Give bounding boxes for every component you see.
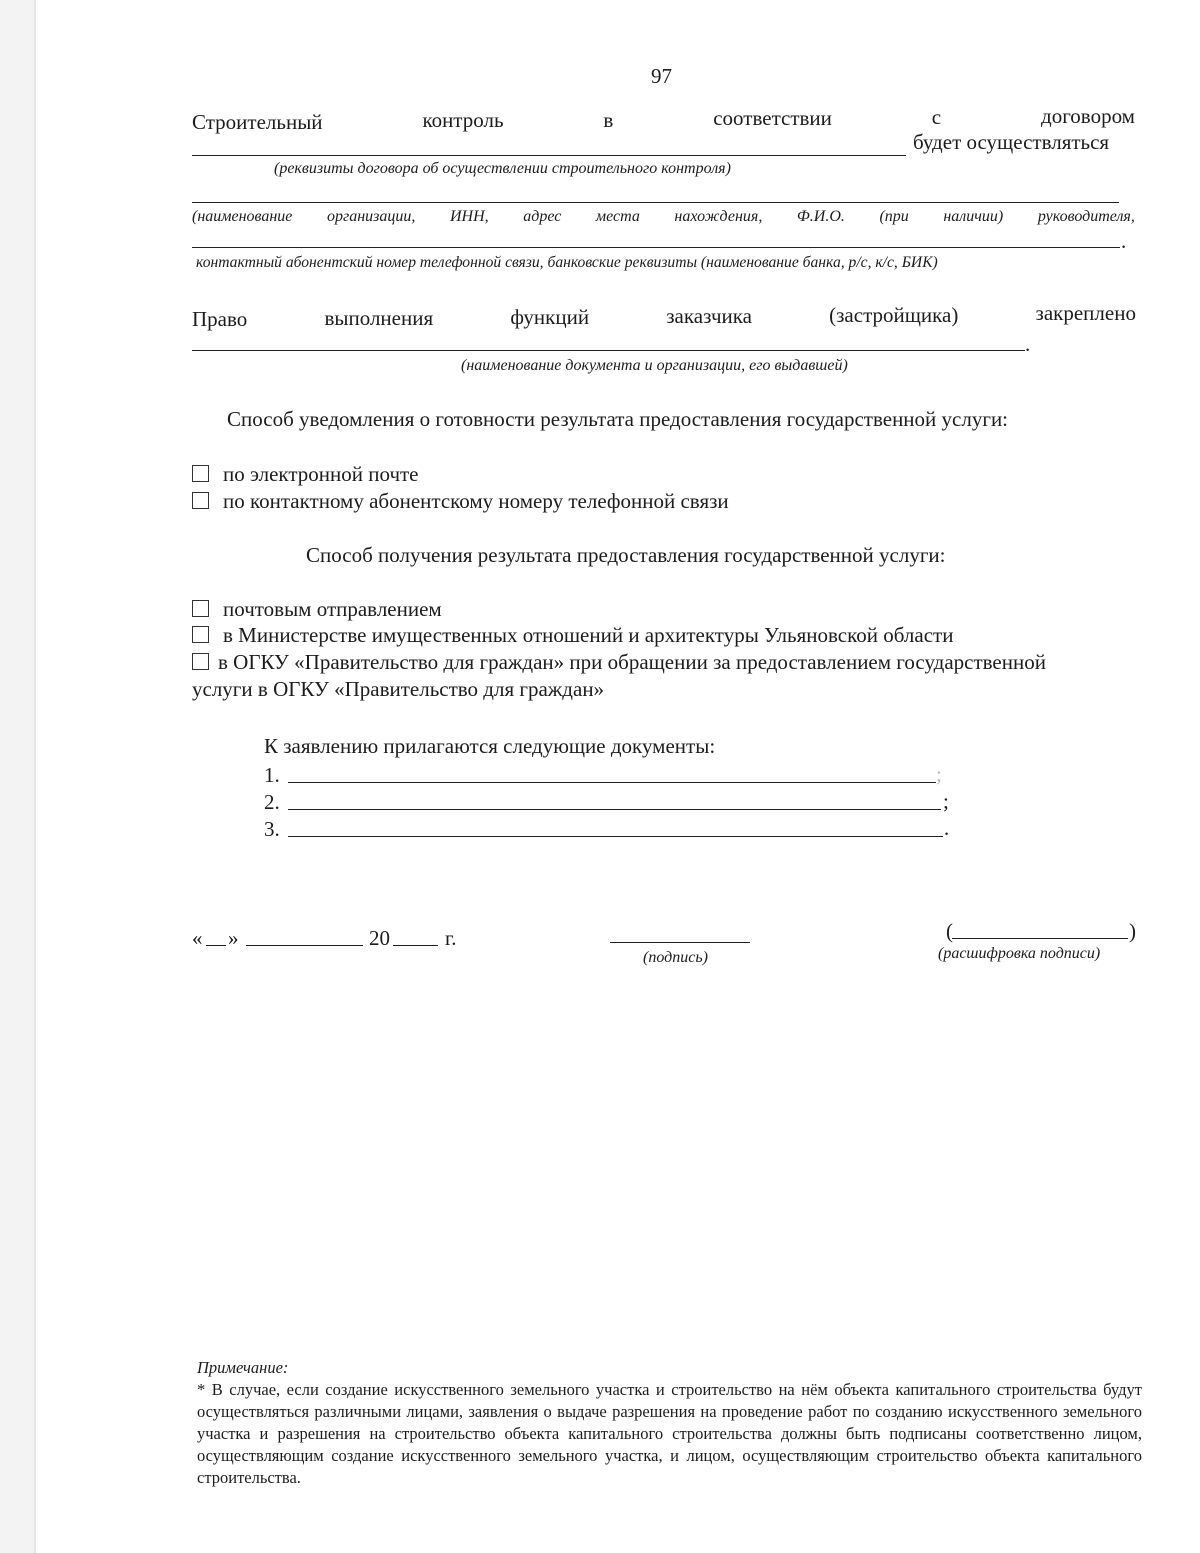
rights-word: выполнения: [324, 306, 434, 330]
scan-margin: [0, 0, 34, 1553]
rights-word: функций: [510, 305, 590, 329]
checkbox-ministry[interactable]: [192, 626, 209, 643]
rights-word: заказчика: [666, 304, 752, 328]
notification-heading: Способ уведомления о готовности результата предоставления государственной услуги:: [227, 407, 1009, 431]
attachment-number: 1.: [264, 763, 280, 787]
attachment-line-3[interactable]: [288, 836, 943, 837]
date-year-suffix: г.: [445, 926, 457, 950]
receipt-option-ogku-cont: услуги в ОГКУ «Правительство для граждан»: [192, 677, 605, 701]
contract-caption: (реквизиты договора об осуществлении строительного контроля): [274, 160, 731, 177]
scan-margin-line: [34, 0, 36, 1553]
cc-word: договором: [1041, 104, 1135, 128]
option-label: в Министерстве имущественных отношений и архитектуры Ульяновской области: [223, 623, 954, 647]
decode-paren-close: ): [1129, 919, 1136, 943]
checkbox-mail[interactable]: [192, 600, 209, 617]
date-day-line[interactable]: [206, 945, 226, 946]
org-caption-word: Ф.И.О.: [796, 208, 845, 225]
notification-option-email[interactable]: [192, 462, 419, 487]
contract-details-line: [192, 155, 906, 156]
receipt-option-mail[interactable]: [192, 597, 442, 622]
note-heading: Примечание:: [197, 1358, 289, 1377]
date-year-prefix: 20: [369, 926, 390, 950]
org-caption-word: места: [595, 208, 640, 225]
note-text: * В случае, если создание искусственного земельного участка и строительство на нём объекта капитального строительства будут осуществляться различными лицами, заявления о выдаче разрешения на проведение работ по созданию искусственного земельного участка и разрешения на строительство объекта капитального строительства должны быть подписаны соответственно лицом, осуществляющим создание искусственного земельного участка, и лицом, осуществляющим строительство объекта капитального строительства.: [197, 1380, 1142, 1487]
cc-word: контроль: [422, 108, 504, 132]
note: [197, 1357, 1142, 1489]
org-caption-word: адрес: [523, 208, 562, 225]
attachment-end: .: [944, 816, 950, 840]
rights-word: Право: [192, 307, 248, 331]
contact-caption: контактный абонентский номер телефонной связи, банковские реквизиты (наименование банка, р/с, к/с, БИК): [196, 254, 938, 271]
notification-option-phone[interactable]: [192, 489, 729, 514]
attachment-line-2[interactable]: [288, 809, 941, 810]
org-caption-word: руководителя,: [1037, 208, 1135, 225]
rights-caption: (наименование документа и организации, его выдавшей): [461, 357, 848, 374]
rights-document-line: [192, 350, 1025, 351]
checkbox-ogku[interactable]: [192, 653, 209, 670]
checkbox-email[interactable]: [192, 465, 209, 482]
organization-caption: [192, 208, 1135, 226]
cc-word: в: [603, 108, 614, 132]
option-label: по электронной почте: [223, 462, 419, 486]
signature-line[interactable]: [610, 942, 750, 943]
org-caption-word: ИНН,: [449, 208, 489, 225]
attachment-line-1[interactable]: [288, 782, 936, 783]
cc-continuation: будет осуществляться: [913, 130, 1110, 154]
org-caption-word: (при: [879, 208, 909, 225]
org-caption-word: организации,: [326, 208, 416, 225]
page-number: 97: [651, 64, 672, 88]
cc-word: соответствии: [713, 106, 832, 130]
date-open-quote: «: [192, 926, 203, 950]
contact-line: [192, 247, 1120, 248]
checkbox-phone[interactable]: [192, 492, 209, 509]
option-label: в ОГКУ «Правительство для граждан» при обращении за предоставлением государственной: [218, 650, 1046, 674]
date-month-line[interactable]: [246, 945, 363, 946]
cc-word: Строительный: [192, 110, 323, 134]
attachment-end: ;: [943, 789, 949, 813]
organization-line: [192, 202, 1119, 203]
contact-period: .: [1121, 229, 1127, 253]
org-caption-word: наличии): [943, 208, 1004, 225]
rights-word: (застройщика): [829, 303, 959, 327]
rights-word: закреплено: [1035, 301, 1136, 325]
option-label: по контактному абонентскому номеру телефонной связи: [223, 489, 729, 513]
customer-rights-sentence: [192, 301, 1136, 332]
attachments-heading: К заявлению прилагаются следующие документы:: [264, 734, 716, 758]
org-caption-word: нахождения,: [674, 208, 763, 225]
signature-caption: (подпись): [643, 949, 708, 966]
option-label: почтовым отправлением: [223, 597, 442, 621]
attachment-number: 3.: [264, 817, 280, 841]
decode-line[interactable]: [952, 938, 1128, 939]
decode-paren-open: (: [946, 919, 953, 943]
attachment-number: 2.: [264, 790, 280, 814]
decode-caption: (расшифровка подписи): [938, 945, 1101, 962]
receipt-option-ministry[interactable]: [192, 623, 953, 648]
receipt-heading: Способ получения результата предоставления государственной услуги:: [306, 543, 946, 567]
org-caption-word: (наименование: [192, 208, 293, 225]
date-close-quote: »: [228, 926, 239, 950]
rights-period: .: [1025, 332, 1031, 356]
attachment-end: ;: [936, 762, 942, 786]
cc-word: с: [931, 105, 942, 129]
date-year-line[interactable]: [393, 945, 438, 946]
receipt-option-ogku[interactable]: [192, 650, 1046, 675]
